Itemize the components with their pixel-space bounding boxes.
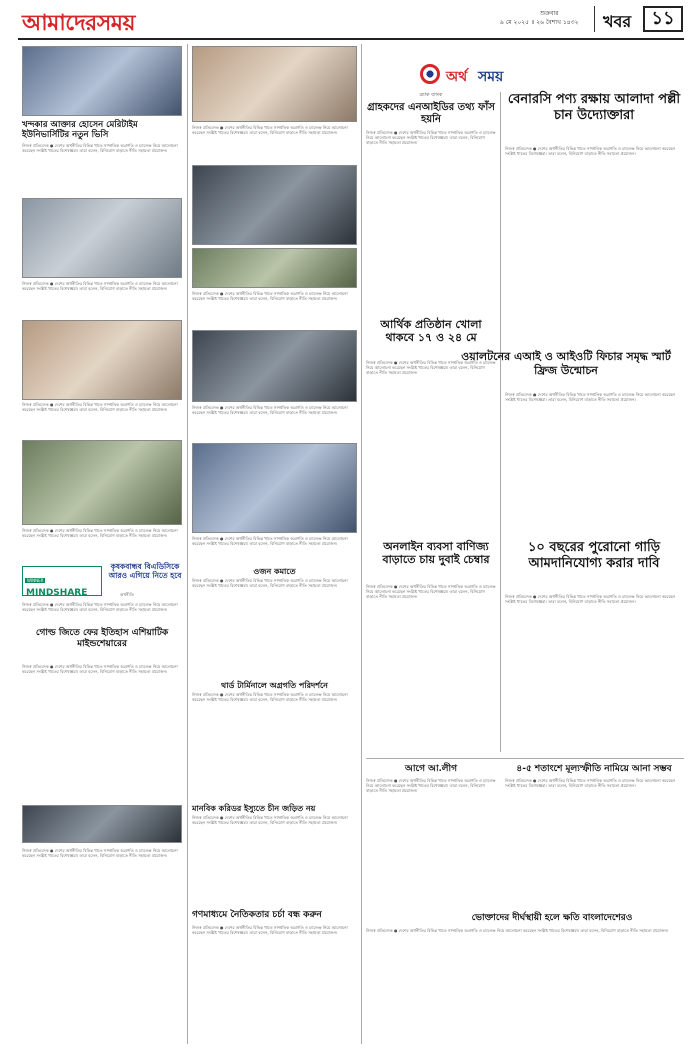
photo-event-3 (22, 440, 182, 525)
headline-brac: গ্রাহকদের এনআইডির তথ্য ফাঁস হয়নি (367, 102, 495, 125)
body-manobik: নিজস্ব প্রতিবেদক ● দেশের অর্থনীতির বিভিন্ন খাতে সাম্প্রতিক অগ্রগতি ও চ্যালেঞ্জ নিয়ে আলোচনা করেছেন সংশ্লিষ্ট খাতের বিশেষজ্ঞরা। তারা বলেন, বিনিয়োগ বাড়াতে নীতি সহায়তা প্রয়োজন। (192, 815, 348, 825)
headline-age-league: আগে আ.লীগ (405, 764, 457, 774)
masthead-date: ৯ মে ২০২৫ ॥ ২৬ বৈশাখ ১৪৩২ (500, 19, 579, 26)
headline-financial: আর্থিক প্রতিষ্ঠান খোলা থাকবে ১৭ ও ২৪ মে (380, 318, 482, 344)
caption-col2-1: নিজস্ব প্রতিবেদক ● দেশের অর্থনীতির বিভিন্ন খাতে সাম্প্রতিক অগ্রগতি ও চ্যালেঞ্জ নিয়ে আলোচনা করেছেন সংশ্লিষ্ট খাতের বিশেষজ্ঞরা। তারা বলেন, বিনিয়োগ বাড়াতে নীতি সহায়তা প্রয়োজন। (192, 125, 348, 135)
photo-meeting-2 (22, 320, 182, 400)
masthead-logo: আমাদেরসময় (22, 11, 135, 36)
body-maritime-vc: নিজস্ব প্রতিবেদক ● দেশের অর্থনীতির বিভিন্ন খাতে সাম্প্রতিক অগ্রগতি ও চ্যালেঞ্জ নিয়ে আলোচনা করেছেন সংশ্লিষ্ট খাতের বিশেষজ্ঞরা। তারা বলেন, বিনিয়োগ বাড়াতে নীতি সহায়তা প্রয়োজন। (22, 143, 178, 153)
headline-manobik: মানবিক করিডর ইস্যুতে চীন জড়িত নয় (192, 803, 316, 813)
photo-col2-3 (192, 248, 357, 288)
body-financial: নিজস্ব প্রতিবেদক ● দেশের অর্থনীতির বিভিন্ন খাতে সাম্প্রতিক অগ্রগতি ও চ্যালেঞ্জ নিয়ে আলোচনা করেছেন সংশ্লিষ্ট খাতের বিশেষজ্ঞরা। তারা বলেন, বিনিয়োগ বাড়াতে নীতি সহায়তা প্রয়োজন। (366, 360, 496, 375)
body-dubai: নিজস্ব প্রতিবেদক ● দেশের অর্থনীতির বিভিন্ন খাতে সাম্প্রতিক অগ্রগতি ও চ্যালেঞ্জ নিয়ে আলোচনা করেছেন সংশ্লিষ্ট খাতের বিশেষজ্ঞরা। তারা বলেন, বিনিয়োগ বাড়াতে নীতি সহায়তা প্রয়োজন। (366, 584, 496, 599)
headline-maritime-vc: খন্দকার আক্তার হোসেন মেরিটাইম ইউনিভার্সিটির নতুন ভিসি (22, 120, 138, 140)
headline-benarosi: বেনারসি পণ্য রক্ষায় আলাদা পল্লী চান উদ্যোক্তারা (507, 92, 681, 123)
byline-bdc: অর্থনীতি (120, 592, 134, 597)
caption-meeting-2: নিজস্ব প্রতিবেদক ● দেশের অর্থনীতির বিভিন্ন খাতে সাম্প্রতিক অগ্রগতি ও চ্যালেঞ্জ নিয়ে আলোচনা করেছেন সংশ্লিষ্ট খাতের বিশেষজ্ঞরা। তারা বলেন, বিনিয়োগ বাড়াতে নীতি সহায়তা প্রয়োজন। (22, 402, 178, 412)
mindshare-tag: WINNER (27, 578, 44, 583)
photo-meeting-1 (22, 198, 182, 278)
headline-bhojonta: ভোক্তাদের দীর্ঘস্থায়ী হলে ক্ষতি বাংলাদেশেরও (471, 913, 633, 923)
mindshare-ad (22, 566, 102, 596)
col-rule-3 (500, 92, 501, 752)
body-brac: নিজস্ব প্রতিবেদক ● দেশের অর্থনীতির বিভিন্ন খাতে সাম্প্রতিক অগ্রগতি ও চ্যালেঞ্জ নিয়ে আলোচনা করেছেন সংশ্লিষ্ট খাতের বিশেষজ্ঞরা। তারা বলেন, বিনিয়োগ বাড়াতে নীতি সহায়তা প্রয়োজন। (366, 130, 496, 145)
headline-inflation: ৪-৫ শতাংশে মূল্যস্ফীতি নামিয়ে আনা সম্ভব (516, 764, 672, 774)
headline-ojon: ওজন কমাতে (253, 566, 296, 576)
artho-somoy-logo (420, 62, 530, 88)
headline-third-terminal: থার্ড টার্মিনালে অগ্রগতি পরিদর্শনে (221, 680, 328, 690)
photo-col2-5 (192, 443, 357, 533)
artho-logo-left: অর্থ (446, 69, 468, 85)
masthead (0, 0, 700, 42)
photo-col2-2 (192, 165, 357, 245)
caption-meeting-1: নিজস্ব প্রতিবেদক ● দেশের অর্থনীতির বিভিন্ন খাতে সাম্প্রতিক অগ্রগতি ও চ্যালেঞ্জ নিয়ে আলোচনা করেছেন সংশ্লিষ্ট খাতের বিশেষজ্ঞরা। তারা বলেন, বিনিয়োগ বাড়াতে নীতি সহায়তা প্রয়োজন। (22, 281, 178, 291)
body-benarosi: নিজস্ব প্রতিবেদক ● দেশের অর্থনীতির বিভিন্ন খাতে সাম্প্রতিক অগ্রগতি ও চ্যালেঞ্জ নিয়ে আলোচনা করেছেন সংশ্লিষ্ট খাতের বিশেষজ্ঞরা। তারা বলেন, বিনিয়োগ বাড়াতে নীতি সহায়তা প্রয়োজন। (505, 146, 676, 156)
page-number: ১১ (651, 8, 675, 29)
caption-event-3: নিজস্ব প্রতিবেদক ● দেশের অর্থনীতির বিভিন্ন খাতে সাম্প্রতিক অগ্রগতি ও চ্যালেঞ্জ নিয়ে আলোচনা করেছেন সংশ্লিষ্ট খাতের বিশেষজ্ঞরা। তারা বলেন, বিনিয়োগ বাড়াতে নীতি সহায়তা প্রয়োজন। (22, 528, 178, 538)
photo-maritime-vc (22, 46, 182, 116)
photo-col2-4 (192, 330, 357, 402)
body-age-league: নিজস্ব প্রতিবেদক ● দেশের অর্থনীতির বিভিন্ন খাতে সাম্প্রতিক অগ্রগতি ও চ্যালেঞ্জ নিয়ে আলোচনা করেছেন সংশ্লিষ্ট খাতের বিশেষজ্ঞরা। তারা বলেন, বিনিয়োগ বাড়াতে নীতি সহায়তা প্রয়োজন। (366, 778, 496, 793)
body-mindshare-2: নিজস্ব প্রতিবেদক ● দেশের অর্থনীতির বিভিন্ন খাতে সাম্প্রতিক অগ্রগতি ও চ্যালেঞ্জ নিয়ে আলোচনা করেছেন সংশ্লিষ্ট খাতের বিশেষজ্ঞরা। তারা বলেন, বিনিয়োগ বাড়াতে নীতি সহায়তা প্রয়োজন। (22, 664, 178, 674)
masthead-section: খবর (603, 12, 632, 31)
caption-col2-4: নিজস্ব প্রতিবেদক ● দেশের অর্থনীতির বিভিন্ন খাতে সাম্প্রতিক অগ্রগতি ও চ্যালেঞ্জ নিয়ে আলোচনা করেছেন সংশ্লিষ্ট খাতের বিশেষজ্ঞরা। তারা বলেন, বিনিয়োগ বাড়াতে নীতি সহায়তা প্রয়োজন। (192, 536, 348, 546)
body-training: নিজস্ব প্রতিবেদক ● দেশের অর্থনীতির বিভিন্ন খাতে সাম্প্রতিক অগ্রগতি ও চ্যালেঞ্জ নিয়ে আলোচনা করেছেন সংশ্লিষ্ট খাতের বিশেষজ্ঞরা। তারা বলেন, বিনিয়োগ বাড়াতে নীতি সহায়তা প্রয়োজন। (22, 848, 178, 858)
body-bhojonta: নিজস্ব প্রতিবেদক ● দেশের অর্থনীতির বিভিন্ন খাতে সাম্প্রতিক অগ্রগতি ও চ্যালেঞ্জ নিয়ে আলোচনা করেছেন সংশ্লিষ্ট খাতের বিশেষজ্ঞরা। তারা বলেন, বিনিয়োগ বাড়াতে নীতি সহায়তা প্রয়োজন। (366, 928, 669, 933)
headline-mindshare: গোল্ড জিতে ফের ইতিহাস এশিয়াটিক মাইন্ডশেয়ারের (35, 628, 169, 649)
headline-car-import: ১০ বছরের পুরোনো গাড়ি আমদানিযোগ্য করার দাবি (527, 540, 661, 571)
bottom-rule (366, 758, 684, 759)
body-mindshare: নিজস্ব প্রতিবেদক ● দেশের অর্থনীতির বিভিন্ন খাতে সাম্প্রতিক অগ্রগতি ও চ্যালেঞ্জ নিয়ে আলোচনা করেছেন সংশ্লিষ্ট খাতের বিশেষজ্ঞরা। তারা বলেন, বিনিয়োগ বাড়াতে নীতি সহায়তা প্রয়োজন। (22, 602, 178, 612)
kicker-brac: ব্র্যাক ব্যাংক (419, 92, 443, 98)
masthead-divider (594, 6, 595, 32)
masthead-rule (18, 38, 684, 40)
photo-col2-1 (192, 46, 357, 122)
body-gonomadhyom: নিজস্ব প্রতিবেদক ● দেশের অর্থনীতির বিভিন্ন খাতে সাম্প্রতিক অগ্রগতি ও চ্যালেঞ্জ নিয়ে আলোচনা করেছেন সংশ্লিষ্ট খাতের বিশেষজ্ঞরা। তারা বলেন, বিনিয়োগ বাড়াতে নীতি সহায়তা প্রয়োজন। (192, 925, 348, 935)
col-rule-2 (361, 44, 362, 1044)
artho-logo-right: সময় (478, 69, 504, 85)
headline-gonomadhyom: গণমাধ্যমে নৈতিকতার চর্চা বন্ধ করুন (192, 910, 322, 920)
body-inflation: নিজস্ব প্রতিবেদক ● দেশের অর্থনীতির বিভিন্ন খাতে সাম্প্রতিক অগ্রগতি ও চ্যালেঞ্জ নিয়ে আলোচনা করেছেন সংশ্লিষ্ট খাতের বিশেষজ্ঞরা। তারা বলেন, বিনিয়োগ বাড়াতে নীতি সহায়তা প্রয়োজন। (505, 778, 676, 788)
caption-col2-2: নিজস্ব প্রতিবেদক ● দেশের অর্থনীতির বিভিন্ন খাতে সাম্প্রতিক অগ্রগতি ও চ্যালেঞ্জ নিয়ে আলোচনা করেছেন সংশ্লিষ্ট খাতের বিশেষজ্ঞরা। তারা বলেন, বিনিয়োগ বাড়াতে নীতি সহায়তা প্রয়োজন। (192, 291, 348, 301)
photo-training (22, 805, 182, 843)
body-walton: নিজস্ব প্রতিবেদক ● দেশের অর্থনীতির বিভিন্ন খাতে সাম্প্রতিক অগ্রগতি ও চ্যালেঞ্জ নিয়ে আলোচনা করেছেন সংশ্লিষ্ট খাতের বিশেষজ্ঞরা। তারা বলেন, বিনিয়োগ বাড়াতে নীতি সহায়তা প্রয়োজন। (505, 392, 676, 402)
col-rule-1 (187, 44, 188, 1044)
headline-bdc: কৃষকবান্ধব বিএডিসিকে আরও এগিয়ে নিতে হবে (108, 562, 182, 580)
mindshare-logo: MINDSHARE (26, 588, 88, 598)
artho-somoy-logo-icon (420, 64, 440, 84)
caption-col2-3: নিজস্ব প্রতিবেদক ● দেশের অর্থনীতির বিভিন্ন খাতে সাম্প্রতিক অগ্রগতি ও চ্যালেঞ্জ নিয়ে আলোচনা করেছেন সংশ্লিষ্ট খাতের বিশেষজ্ঞরা। তারা বলেন, বিনিয়োগ বাড়াতে নীতি সহায়তা প্রয়োজন। (192, 405, 348, 415)
masthead-day: শুক্রবার (540, 10, 559, 17)
body-car-import: নিজস্ব প্রতিবেদক ● দেশের অর্থনীতির বিভিন্ন খাতে সাম্প্রতিক অগ্রগতি ও চ্যালেঞ্জ নিয়ে আলোচনা করেছেন সংশ্লিষ্ট খাতের বিশেষজ্ঞরা। তারা বলেন, বিনিয়োগ বাড়াতে নীতি সহায়তা প্রয়োজন। (505, 594, 676, 604)
body-ojon: নিজস্ব প্রতিবেদক ● দেশের অর্থনীতির বিভিন্ন খাতে সাম্প্রতিক অগ্রগতি ও চ্যালেঞ্জ নিয়ে আলোচনা করেছেন সংশ্লিষ্ট খাতের বিশেষজ্ঞরা। তারা বলেন, বিনিয়োগ বাড়াতে নীতি সহায়তা প্রয়োজন। (192, 578, 348, 588)
body-third-terminal: নিজস্ব প্রতিবেদক ● দেশের অর্থনীতির বিভিন্ন খাতে সাম্প্রতিক অগ্রগতি ও চ্যালেঞ্জ নিয়ে আলোচনা করেছেন সংশ্লিষ্ট খাতের বিশেষজ্ঞরা। তারা বলেন, বিনিয়োগ বাড়াতে নীতি সহায়তা প্রয়োজন। (192, 692, 348, 702)
page-number-box (643, 6, 683, 32)
headline-walton: ওয়ালটনের এআই ও আইওটি ফিচার সমৃদ্ধ স্মার্ট ফ্রিজ উন্মোচন (461, 350, 671, 377)
headline-dubai: অনলাইন ব্যবসা বাণিজ্য বাড়াতে চায় দুবাই চেম্বার (382, 540, 490, 566)
